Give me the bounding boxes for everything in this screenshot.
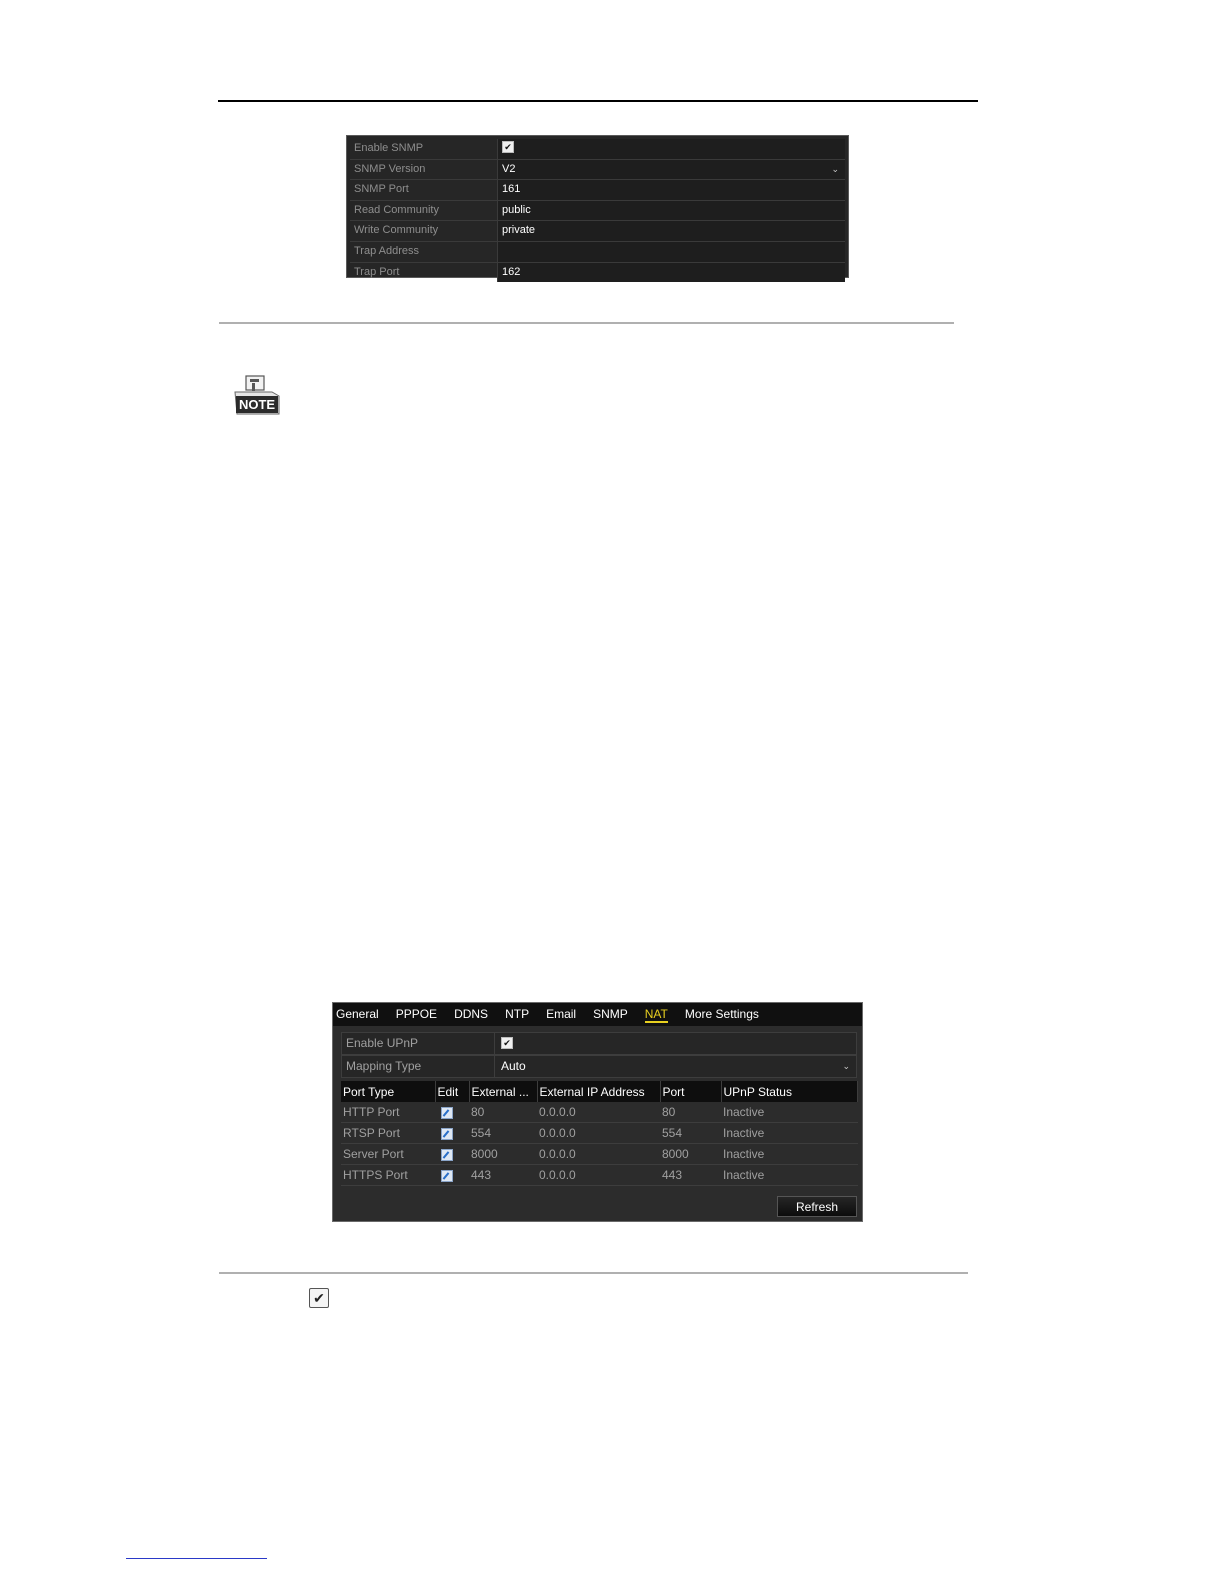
- upnp-status-cell: Inactive: [721, 1123, 858, 1144]
- tab-ddns[interactable]: DDNS: [454, 1007, 489, 1021]
- external-port-cell: 80: [469, 1102, 537, 1123]
- mapping-type-row: [341, 1055, 857, 1078]
- mapping-type-label: Mapping Type: [342, 1056, 495, 1077]
- nat-settings-panel: [332, 1002, 863, 1222]
- table-row[interactable]: [341, 1144, 858, 1165]
- table-row[interactable]: [341, 1165, 858, 1186]
- snmp-version-select[interactable]: [498, 160, 845, 180]
- chevron-down-icon: ⌄: [842, 1061, 850, 1071]
- external-ip-cell: 0.0.0.0: [537, 1165, 660, 1186]
- tab-nat[interactable]: NAT: [645, 1003, 668, 1026]
- snmp-label: Write Community: [350, 221, 498, 241]
- trap-port-input[interactable]: 162: [498, 263, 845, 283]
- read-community-input[interactable]: public: [498, 201, 845, 221]
- snmp-port-input[interactable]: 161: [498, 180, 845, 200]
- note-icon-text: NOTE: [238, 397, 276, 412]
- header-rule: [218, 100, 978, 102]
- snmp-row-read-community: [350, 201, 845, 222]
- edit-icon[interactable]: [441, 1107, 453, 1119]
- port-type-cell: RTSP Port: [341, 1123, 435, 1144]
- external-port-cell: 443: [469, 1165, 537, 1186]
- snmp-settings-panel: [346, 135, 849, 278]
- column-header[interactable]: Edit: [435, 1081, 469, 1102]
- column-header[interactable]: Port Type: [341, 1081, 435, 1102]
- edit-cell: [435, 1165, 469, 1186]
- edit-cell: [435, 1102, 469, 1123]
- snmp-label: SNMP Port: [350, 180, 498, 200]
- external-port-cell: 554: [469, 1123, 537, 1144]
- tab-email[interactable]: Email: [546, 1007, 577, 1021]
- upnp-status-cell: Inactive: [721, 1144, 858, 1165]
- checkbox-icon: ✔: [309, 1288, 329, 1308]
- snmp-label: Trap Port: [350, 263, 498, 283]
- external-ip-cell: 0.0.0.0: [537, 1102, 660, 1123]
- tab-general[interactable]: General: [336, 1007, 379, 1021]
- port-type-cell: Server Port: [341, 1144, 435, 1165]
- column-header[interactable]: UPnP Status: [721, 1081, 858, 1102]
- column-header[interactable]: Port: [660, 1081, 721, 1102]
- enable-upnp-checkbox[interactable]: ✔: [501, 1037, 513, 1049]
- enable-upnp-field: [495, 1033, 856, 1054]
- external-ip-cell: 0.0.0.0: [537, 1123, 660, 1144]
- edit-icon[interactable]: [441, 1170, 453, 1182]
- enable-snmp-checkbox[interactable]: ✔: [502, 141, 514, 153]
- column-header[interactable]: External IP Address: [537, 1081, 660, 1102]
- tab-pppoe[interactable]: PPPOE: [395, 1007, 438, 1021]
- snmp-label: Enable SNMP: [350, 139, 498, 159]
- mapping-type-select[interactable]: [495, 1056, 856, 1077]
- refresh-button[interactable]: Refresh: [777, 1196, 857, 1217]
- port-cell: 443: [660, 1165, 721, 1186]
- snmp-row-enable: [350, 139, 845, 160]
- table-row[interactable]: [341, 1102, 858, 1123]
- port-type-cell: HTTPS Port: [341, 1165, 435, 1186]
- upnp-status-cell: Inactive: [721, 1102, 858, 1123]
- snmp-row-version: [350, 160, 845, 181]
- snmp-label: Read Community: [350, 201, 498, 221]
- snmp-value: [498, 139, 845, 159]
- enable-upnp-label: Enable UPnP: [342, 1033, 495, 1054]
- edit-cell: [435, 1123, 469, 1144]
- snmp-row-write-community: [350, 221, 845, 242]
- upnp-status-cell: Inactive: [721, 1165, 858, 1186]
- table-header-row: [341, 1081, 858, 1102]
- write-community-input[interactable]: private: [498, 221, 845, 241]
- port-cell: 554: [660, 1123, 721, 1144]
- snmp-label: SNMP Version: [350, 160, 498, 180]
- snmp-version-value: V2: [502, 162, 516, 175]
- tab-snmp[interactable]: SNMP: [593, 1007, 628, 1021]
- port-mapping-table: [341, 1081, 858, 1186]
- snmp-row-port: [350, 180, 845, 201]
- column-header[interactable]: External ...: [469, 1081, 537, 1102]
- chevron-down-icon: ⌄: [831, 163, 839, 174]
- edit-icon[interactable]: [441, 1149, 453, 1161]
- snmp-row-trap-address: [350, 242, 845, 263]
- enable-upnp-row: [341, 1032, 857, 1055]
- footer-link-underline: [126, 1558, 267, 1559]
- section-divider: [219, 322, 954, 324]
- tab-ntp[interactable]: NTP: [505, 1007, 530, 1021]
- external-ip-cell: 0.0.0.0: [537, 1144, 660, 1165]
- table-row[interactable]: [341, 1123, 858, 1144]
- port-type-cell: HTTP Port: [341, 1102, 435, 1123]
- edit-icon[interactable]: [441, 1128, 453, 1140]
- mapping-type-value: Auto: [501, 1059, 526, 1073]
- note-icon: [232, 374, 282, 418]
- settings-tab-bar: [333, 1003, 862, 1026]
- edit-cell: [435, 1144, 469, 1165]
- snmp-row-trap-port: [350, 263, 845, 283]
- snmp-label: Trap Address: [350, 242, 498, 262]
- external-port-cell: 8000: [469, 1144, 537, 1165]
- port-cell: 80: [660, 1102, 721, 1123]
- tab-more-settings[interactable]: More Settings: [684, 1007, 759, 1021]
- trap-address-input[interactable]: [498, 242, 845, 262]
- section-divider: [219, 1272, 968, 1274]
- port-cell: 8000: [660, 1144, 721, 1165]
